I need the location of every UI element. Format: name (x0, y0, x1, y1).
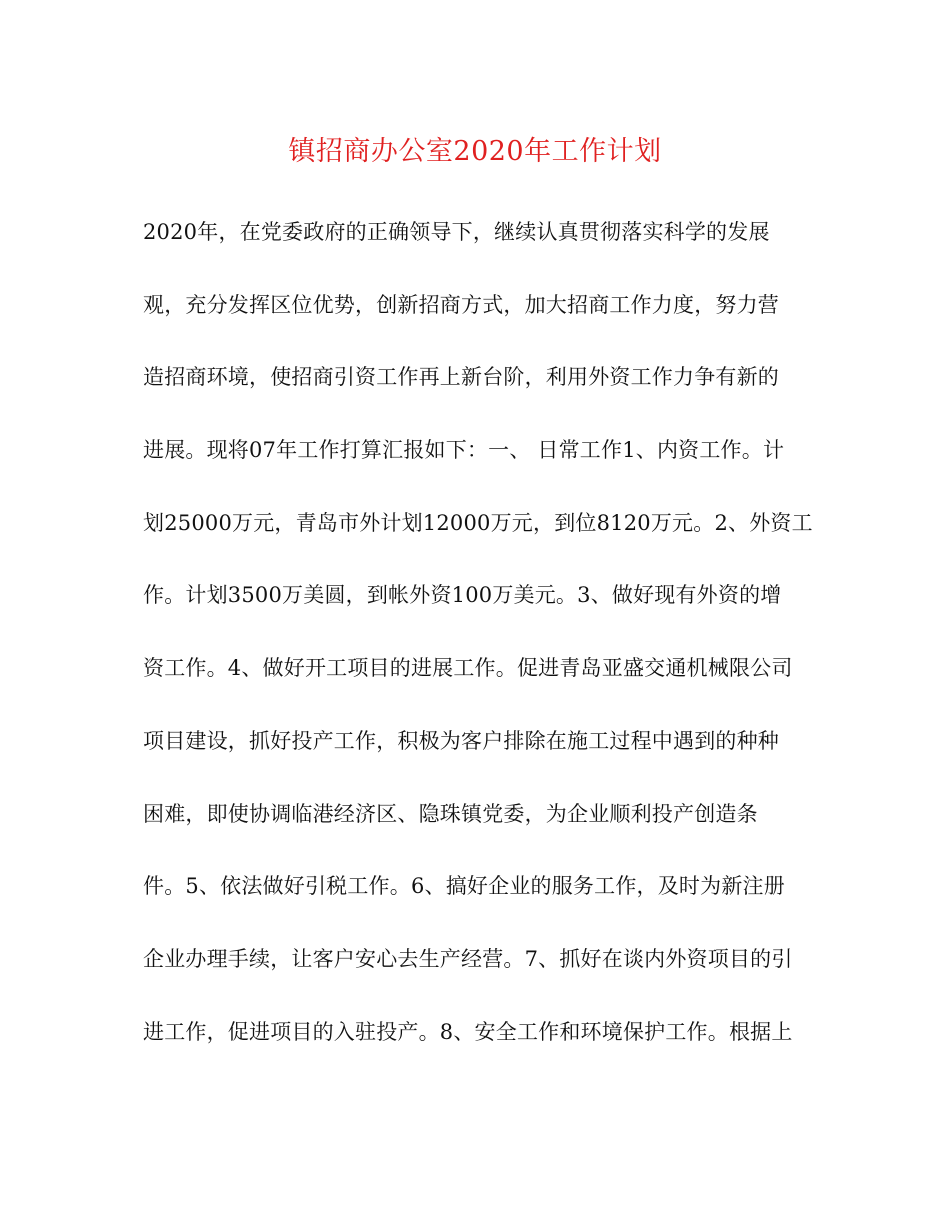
document-body (143, 212, 823, 1084)
body-line-10: 件。5、依法做好引税工作。6、搞好企业的服务工作，及时为新注册 (143, 874, 785, 899)
body-line-5: 划25000万元，青岛市外计划12000万元，到位8120万元。2、外资工 (143, 510, 813, 535)
body-line-7: 资工作。4、做好开工项目的进展工作。促进青岛亚盛交通机械限公司 (143, 656, 793, 681)
body-line-6: 作。计划3500万美圆，到帐外资100万美元。3、做好现有外资的增 (143, 583, 782, 608)
body-line-4: 进展。现将07年工作打算汇报如下：一、 日常工作1、内资工作。计 (143, 438, 785, 463)
body-line-2: 观，充分发挥区位优势，创新招商方式，加大招商工作力度，努力营 (143, 292, 779, 317)
body-line-8: 项目建设，抓好投产工作，积极为客户排除在施工过程中遇到的种种 (143, 728, 779, 753)
body-line-3: 造招商环境，使招商引资工作再上新台阶，利用外资工作力争有新的 (143, 365, 779, 390)
body-line-12: 进工作，促进项目的入驻投产。8、安全工作和环境保护工作。根据上 (143, 1019, 793, 1044)
body-line-9: 困难，即使协调临港经济区、隐珠镇党委，为企业顺利投产创造条 (143, 801, 758, 826)
document-title: 镇招商办公室2020年工作计划 (288, 136, 662, 167)
body-line-11: 企业办理手续，让客户安心去生产经营。7、抓好在谈内外资项目的引 (143, 946, 793, 971)
body-line-1: 2020年，在党委政府的正确领导下，继续认真贯彻落实科学的发展 (143, 220, 770, 244)
